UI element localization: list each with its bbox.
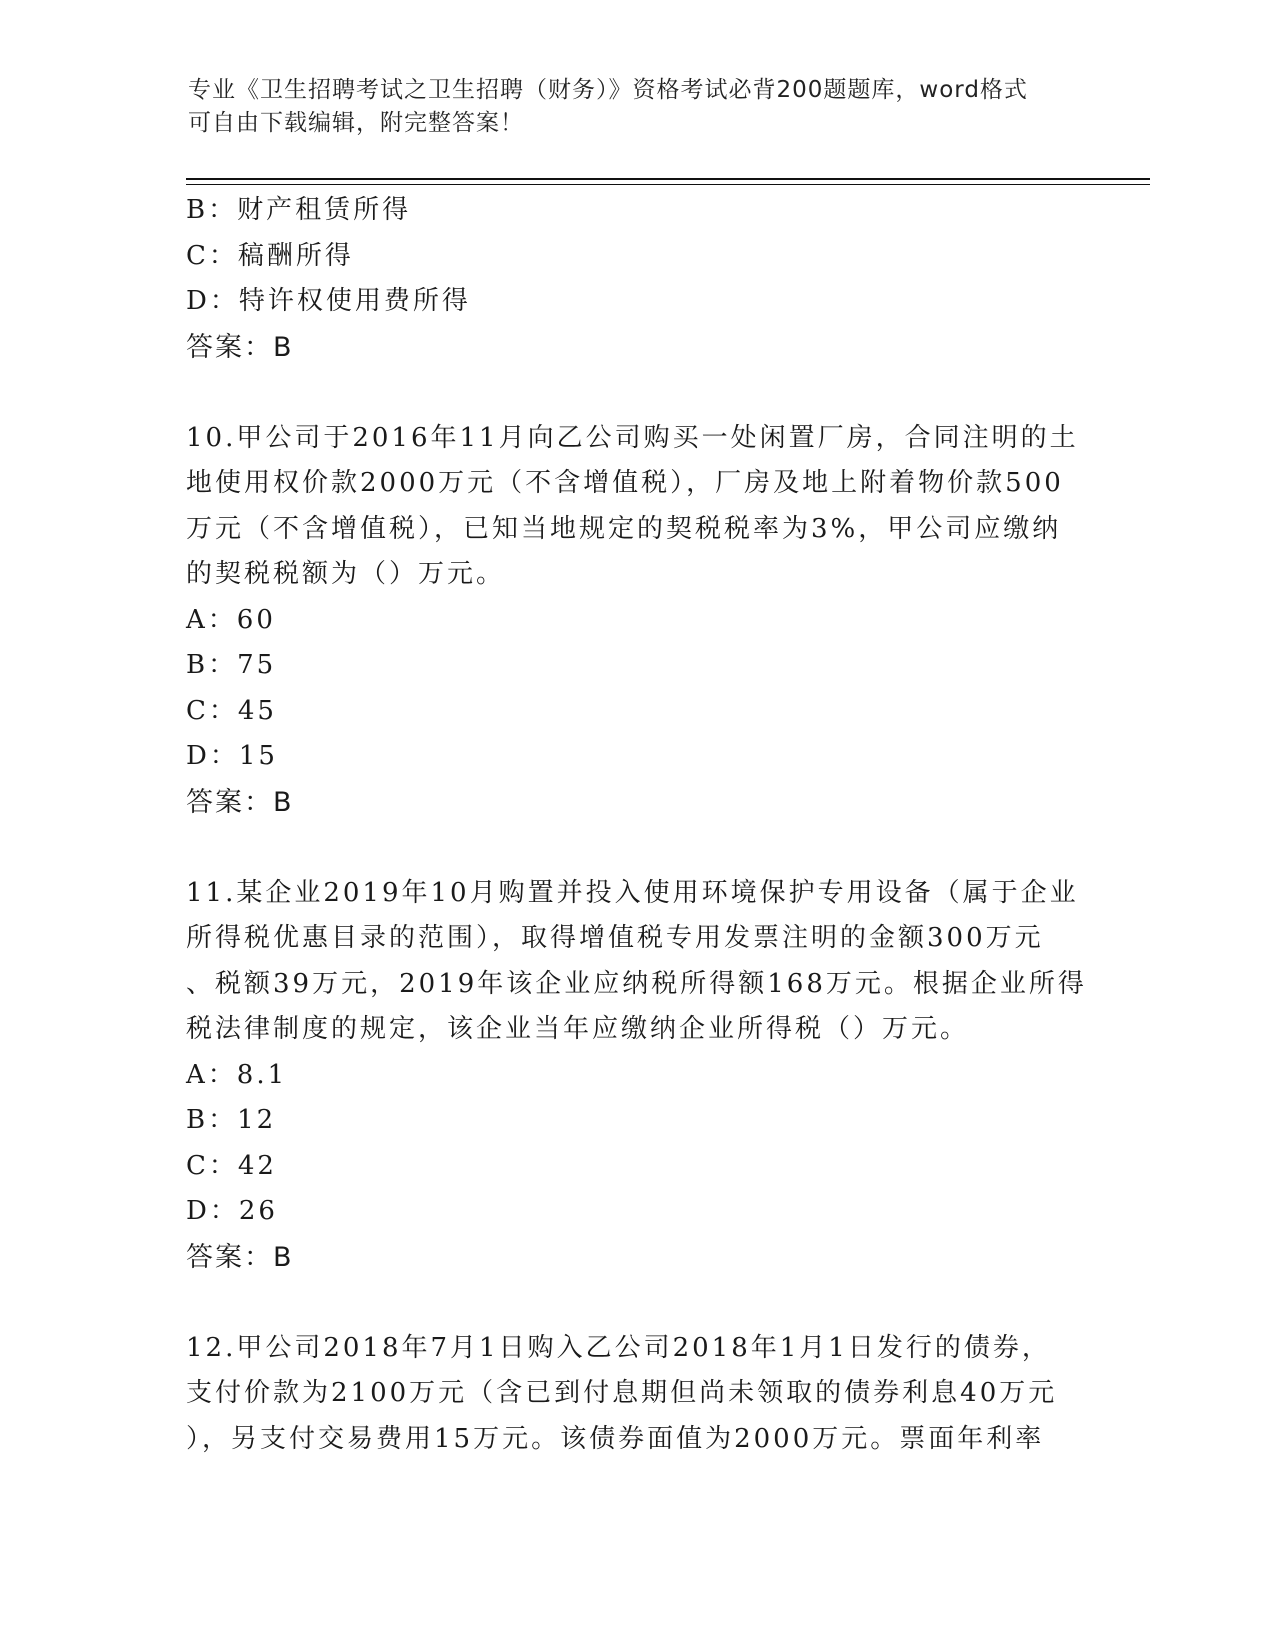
question-text-line: 、税额39万元，2019年该企业应纳税所得额168万元。根据企业所得 xyxy=(186,968,1087,999)
option-b: B：75 xyxy=(186,650,277,680)
page-content xyxy=(186,188,1086,1462)
spacer xyxy=(186,1280,1086,1326)
document-header xyxy=(188,74,1088,140)
header-divider-thin xyxy=(186,184,1150,185)
question-10 xyxy=(186,416,1086,826)
question-fragment xyxy=(186,188,1086,370)
question-text-line: 11.某企业2019年10月购置并投入使用环境保护专用设备（属于企业 xyxy=(186,877,1079,908)
answer-label: 答案：B xyxy=(186,786,294,818)
option-a: A：8.1 xyxy=(186,1059,288,1090)
answer-label: 答案：B xyxy=(186,331,294,363)
option-c: C：45 xyxy=(186,695,277,726)
header-title-line-2: 可自由下载编辑，附完整答案！ xyxy=(188,110,524,136)
question-12 xyxy=(186,1326,1086,1463)
option-c: C：稿酬所得 xyxy=(186,240,354,271)
spacer xyxy=(186,370,1086,416)
question-text-line: 万元（不含增值税），已知当地规定的契税税率为3%，甲公司应缴纳 xyxy=(186,513,1062,544)
option-d: D：26 xyxy=(186,1196,278,1226)
option-d: D：特许权使用费所得 xyxy=(186,286,471,316)
question-text-line: 税法律制度的规定，该企业当年应缴纳企业所得税（）万元。 xyxy=(186,1014,970,1044)
question-text-line: ），另支付交易费用15万元。该债券面值为2000万元。票面年利率 xyxy=(186,1423,1045,1454)
header-divider-thick xyxy=(186,178,1150,180)
option-b: B：12 xyxy=(186,1105,277,1135)
header-title-line-1: 专业《卫生招聘考试之卫生招聘（财务）》资格考试必背200题题库，word格式 xyxy=(188,77,1028,103)
question-text-line: 10.甲公司于2016年11月向乙公司购买一处闲置厂房，合同注明的土 xyxy=(186,422,1079,453)
option-a: A：60 xyxy=(186,604,276,635)
question-text-line: 地使用权价款2000万元（不含增值税），厂房及地上附着物价款500 xyxy=(186,468,1064,498)
answer-label: 答案：B xyxy=(186,1241,294,1273)
option-c: C：42 xyxy=(186,1150,277,1181)
question-11 xyxy=(186,871,1086,1281)
question-text-line: 支付价款为2100万元（含已到付息期但尚未领取的债券利息40万元 xyxy=(186,1378,1058,1408)
option-d: D：15 xyxy=(186,741,278,771)
option-b: B：财产租赁所得 xyxy=(186,195,412,225)
question-text-line: 12.甲公司2018年7月1日购入乙公司2018年1月1日发行的债券， xyxy=(186,1332,1051,1363)
spacer xyxy=(186,825,1086,871)
question-text-line: 所得税优惠目录的范围），取得增值税专用发票注明的金额300万元 xyxy=(186,923,1044,953)
question-text-line: 的契税税额为（）万元。 xyxy=(186,559,506,589)
